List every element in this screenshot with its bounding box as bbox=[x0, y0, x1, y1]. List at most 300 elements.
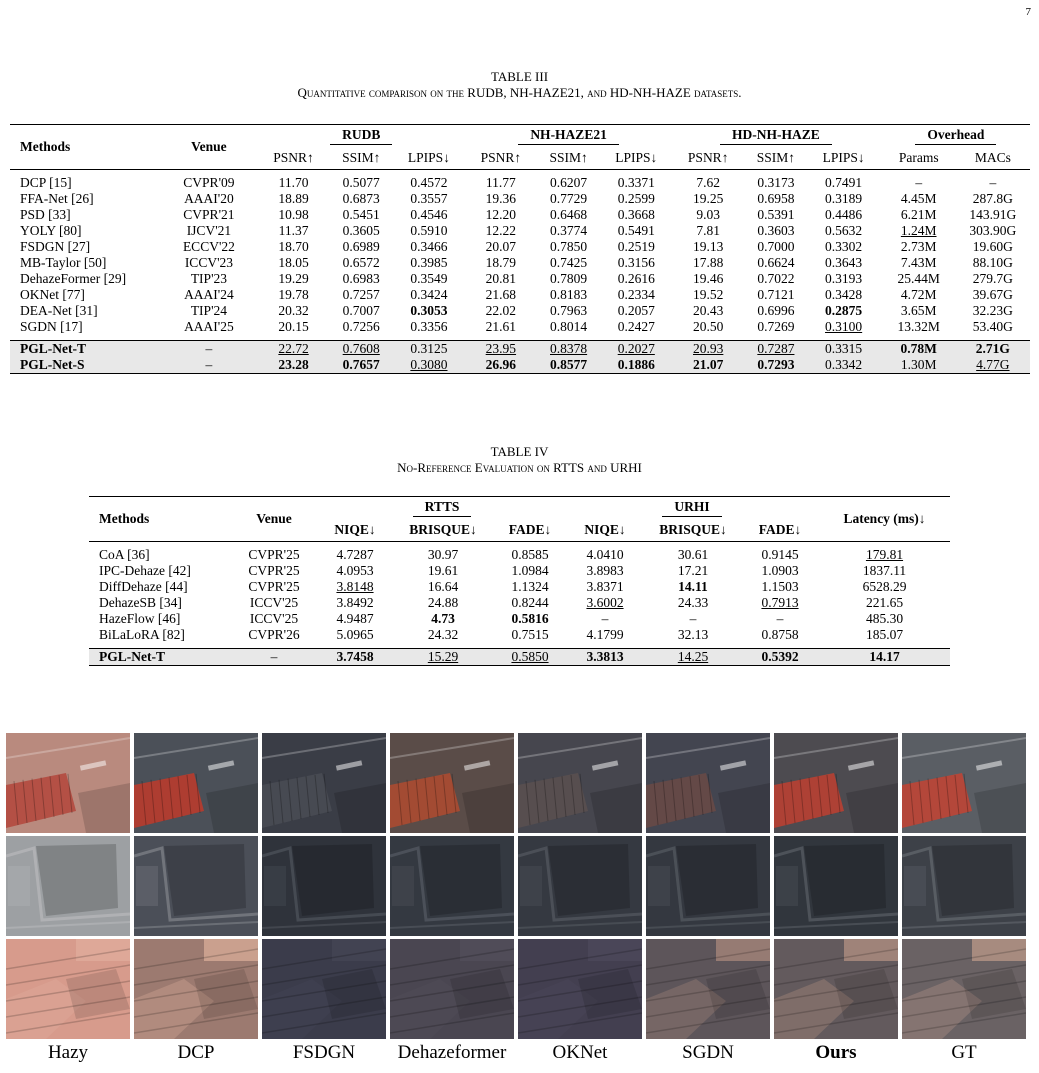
table3-value-cell: 88.10G bbox=[972, 255, 1013, 270]
table3-group-overhead: Overhead bbox=[915, 127, 996, 145]
table3-value-cell: 19.60G bbox=[972, 239, 1013, 254]
table4-value-cell: 24.88 bbox=[427, 595, 459, 610]
table3-value-cell: – bbox=[989, 175, 997, 190]
table3-value-cell: 0.8183 bbox=[550, 287, 588, 302]
table3-value-cell: 2.73M bbox=[900, 239, 937, 254]
table4-row bbox=[89, 563, 950, 579]
figure-image-oknet-row-1 bbox=[518, 733, 642, 833]
figure-image-hazy-row-1 bbox=[6, 733, 130, 833]
table3-title: Quantitative comparison on the RUDB, NH-HAZE21, and HD-NH-HAZE datasets. bbox=[297, 85, 742, 100]
table4-value-cell: – bbox=[601, 611, 609, 626]
table3-venue-cell: – bbox=[158, 341, 260, 357]
table3-value-cell: 0.2334 bbox=[617, 287, 655, 302]
table3-value-cell: 0.6624 bbox=[757, 255, 795, 270]
table3-value-cell: 0.3605 bbox=[342, 223, 380, 238]
figure-image-dcp-row-1 bbox=[134, 733, 258, 833]
table3-value-cell: 0.7000 bbox=[757, 239, 795, 254]
table4-value-cell: 6528.29 bbox=[862, 579, 907, 594]
table4-row bbox=[89, 595, 950, 611]
table4-value-cell: 14.17 bbox=[819, 649, 950, 665]
figure-image-dehazeformer-row-1 bbox=[390, 733, 514, 833]
table4-value-cell: 4.0953 bbox=[336, 563, 374, 578]
table4-subheader: FADE↓ bbox=[508, 522, 552, 538]
table4-value-cell: 3.8371 bbox=[586, 579, 624, 594]
table3-value-cell: 20.43 bbox=[693, 303, 724, 318]
qualitative-figure bbox=[6, 733, 1032, 1064]
table3-row bbox=[10, 175, 1030, 191]
table3-value-cell: 0.2027 bbox=[602, 341, 670, 357]
table4-group-urhi: URHI bbox=[662, 499, 721, 517]
table4-group-rtts: RTTS bbox=[413, 499, 472, 517]
table3-value-cell: 39.67G bbox=[972, 287, 1013, 302]
table3-value-cell: 20.32 bbox=[278, 303, 309, 318]
figure-label-ours: Ours bbox=[815, 1042, 857, 1063]
figure-image-gt-row-3 bbox=[902, 939, 1026, 1039]
table3-value-cell: 53.40G bbox=[972, 319, 1013, 334]
table3-method-cell: FFA-Net [26] bbox=[20, 191, 94, 206]
table4-value-cell: 0.7913 bbox=[761, 595, 799, 610]
table3-value-cell: 0.3053 bbox=[410, 303, 448, 318]
figure-image-dehazeformer-row-3 bbox=[390, 939, 514, 1039]
table4-value-cell: 30.97 bbox=[427, 547, 459, 562]
table3-value-cell: 0.5451 bbox=[342, 207, 380, 222]
table3-value-cell: 0.3315 bbox=[810, 341, 878, 357]
table4-value-cell: 14.25 bbox=[641, 649, 745, 665]
figure-image-gt-row-1 bbox=[902, 733, 1026, 833]
table3-value-cell: 7.81 bbox=[696, 223, 720, 238]
table3-subheader: LPIPS↓ bbox=[615, 150, 658, 166]
table4-value-cell: 16.64 bbox=[427, 579, 459, 594]
table3-row bbox=[10, 357, 1030, 373]
table3-venue-cell: CVPR'09 bbox=[183, 175, 235, 190]
table3-value-cell: 0.3193 bbox=[825, 271, 863, 286]
table4-venue-header: Venue bbox=[256, 511, 292, 527]
table3-value-cell: 0.7491 bbox=[825, 175, 863, 190]
figure-label-dehazeformer: Dehazeformer bbox=[397, 1042, 507, 1063]
table3-venue-header: Venue bbox=[191, 139, 227, 155]
figure-image-gt-row-2 bbox=[902, 836, 1026, 936]
table3-value-cell: 0.2519 bbox=[617, 239, 655, 254]
table3-venue-cell: TIP'23 bbox=[190, 271, 227, 286]
table4-value-cell: 30.61 bbox=[677, 547, 709, 562]
table3-value-cell: 0.3774 bbox=[550, 223, 588, 238]
table3-value-cell: 12.22 bbox=[485, 223, 517, 238]
table3-value-cell: 19.78 bbox=[278, 287, 309, 302]
table4-row bbox=[89, 579, 950, 595]
table3-method-cell: PGL-Net-S bbox=[10, 357, 158, 373]
table3-value-cell: 279.7G bbox=[972, 271, 1013, 286]
table3-value-cell: 0.4572 bbox=[410, 175, 448, 190]
table3-value-cell: 1.24M bbox=[900, 223, 937, 238]
table4-value-cell: 0.8244 bbox=[511, 595, 549, 610]
table3-value-cell: 10.98 bbox=[278, 207, 309, 222]
table4-venue-cell: CVPR'26 bbox=[248, 627, 300, 642]
table3-value-cell: 0.2057 bbox=[617, 303, 655, 318]
table3-value-cell: 0.3428 bbox=[825, 287, 863, 302]
table4-number: TABLE IV bbox=[490, 444, 549, 459]
table3-value-cell: 0.3557 bbox=[410, 191, 448, 206]
table3-value-cell: 0.6958 bbox=[757, 191, 795, 206]
table3-methods-header: Methods bbox=[20, 139, 71, 155]
table4-latency-header: Latency (ms)↓ bbox=[843, 511, 926, 527]
table3-method-cell: FSDGN [27] bbox=[20, 239, 91, 254]
table3-value-cell: 11.77 bbox=[485, 175, 516, 190]
table4-value-cell: – bbox=[689, 611, 697, 626]
figure-label-hazy: Hazy bbox=[47, 1042, 89, 1063]
table3-value-cell: 0.3985 bbox=[410, 255, 448, 270]
table3-value-cell: 22.72 bbox=[260, 341, 328, 357]
table3-method-cell: DCP [15] bbox=[20, 175, 72, 190]
table3-row bbox=[10, 223, 1030, 239]
table3-value-cell: 0.7608 bbox=[327, 341, 395, 357]
table3-value-cell: 21.68 bbox=[485, 287, 517, 302]
table3-value-cell: 0.3080 bbox=[395, 357, 463, 373]
table3-value-cell: 7.62 bbox=[696, 175, 720, 190]
table3-venue-cell: AAAI'25 bbox=[184, 319, 234, 334]
figure-image-ours-row-3 bbox=[774, 939, 898, 1039]
table4-value-cell: – bbox=[776, 611, 784, 626]
table3-value-cell: 0.7256 bbox=[342, 319, 380, 334]
table4-caption bbox=[0, 444, 1039, 476]
table3-venue-cell: – bbox=[158, 357, 260, 373]
table3-value-cell: 19.13 bbox=[693, 239, 724, 254]
table3-value-cell: 0.5632 bbox=[825, 223, 863, 238]
table4-value-cell: 3.8148 bbox=[336, 579, 374, 594]
table3-value-cell: 4.45M bbox=[900, 191, 937, 206]
figure-image-ours-row-2 bbox=[774, 836, 898, 936]
table3-value-cell: 0.5077 bbox=[342, 175, 380, 190]
table3-row bbox=[10, 341, 1030, 357]
figure-image-sgdn-row-2 bbox=[646, 836, 770, 936]
table3-value-cell: 20.07 bbox=[485, 239, 517, 254]
table3-value-cell: 0.3643 bbox=[825, 255, 863, 270]
table3-value-cell: 20.81 bbox=[485, 271, 517, 286]
table3-value-cell: 0.3156 bbox=[617, 255, 655, 270]
table3-venue-cell: ICCV'23 bbox=[184, 255, 233, 270]
table3-value-cell: 0.3189 bbox=[825, 191, 863, 206]
table3-value-cell: 11.37 bbox=[278, 223, 309, 238]
table4-value-cell: 1.1503 bbox=[761, 579, 799, 594]
table3-group-hdnhhaze: HD-NH-HAZE bbox=[720, 127, 832, 145]
table3-method-cell: YOLY [80] bbox=[20, 223, 82, 238]
table4-value-cell: 0.5392 bbox=[745, 649, 815, 665]
table3-method-cell: OKNet [77] bbox=[20, 287, 85, 302]
table3-value-cell: 0.7850 bbox=[550, 239, 588, 254]
table4-value-cell: 3.6002 bbox=[586, 595, 624, 610]
table4-value-cell: 4.9487 bbox=[336, 611, 374, 626]
figure-image-fsdgn-row-2 bbox=[262, 836, 386, 936]
table3-value-cell: 21.07 bbox=[674, 357, 742, 373]
table3-value-cell: 25.44M bbox=[897, 271, 940, 286]
figure-column-labels bbox=[6, 1042, 1032, 1064]
table3-value-cell: 20.15 bbox=[278, 319, 309, 334]
table3-value-cell: 6.21M bbox=[900, 207, 937, 222]
table3-value-cell: 4.77G bbox=[956, 357, 1030, 373]
table3-value-cell: 0.7293 bbox=[742, 357, 810, 373]
table3-value-cell: 0.7657 bbox=[327, 357, 395, 373]
table3-value-cell: 0.1886 bbox=[602, 357, 670, 373]
table3-value-cell: 20.50 bbox=[693, 319, 724, 334]
table3-value-cell: 0.6468 bbox=[550, 207, 588, 222]
table3-value-cell: 26.96 bbox=[467, 357, 535, 373]
table4-row bbox=[89, 649, 950, 665]
table4-venue-cell: ICCV'25 bbox=[249, 595, 299, 610]
table3-value-cell: 0.3302 bbox=[825, 239, 863, 254]
table3 bbox=[10, 124, 1030, 374]
figure-image-fsdgn-row-1 bbox=[262, 733, 386, 833]
table4-value-cell: 5.0965 bbox=[336, 627, 374, 642]
table3-value-cell: 0.3371 bbox=[617, 175, 655, 190]
table4 bbox=[89, 496, 950, 666]
table4-venue-cell: CVPR'25 bbox=[248, 547, 300, 562]
table3-subheader: SSIM↑ bbox=[549, 150, 588, 166]
table3-value-cell: 0.2427 bbox=[617, 319, 655, 334]
table4-subheader: FADE↓ bbox=[758, 522, 802, 538]
table3-value-cell: 3.65M bbox=[900, 303, 937, 318]
table4-subheader: NIQE↓ bbox=[584, 522, 626, 538]
table3-value-cell: 17.88 bbox=[693, 255, 724, 270]
table3-value-cell: 0.8014 bbox=[550, 319, 588, 334]
table3-value-cell: 19.25 bbox=[693, 191, 724, 206]
table4-value-cell: 15.29 bbox=[391, 649, 495, 665]
figure-image-dcp-row-2 bbox=[134, 836, 258, 936]
table4-value-cell: 1.1324 bbox=[511, 579, 549, 594]
table4-value-cell: 221.65 bbox=[865, 595, 904, 610]
table3-value-cell: 0.3356 bbox=[410, 319, 448, 334]
table3-value-cell: 12.20 bbox=[485, 207, 517, 222]
table3-value-cell: 0.2875 bbox=[825, 303, 863, 318]
figure-image-grid bbox=[6, 733, 1032, 1039]
table3-value-cell: 0.3342 bbox=[810, 357, 878, 373]
table4-value-cell: 179.81 bbox=[865, 547, 904, 562]
table4-value-cell: 3.8492 bbox=[336, 595, 374, 610]
table3-value-cell: 0.6207 bbox=[550, 175, 588, 190]
table3-method-cell: PGL-Net-T bbox=[10, 341, 158, 357]
table4-value-cell: 24.33 bbox=[677, 595, 709, 610]
table3-value-cell: 287.8G bbox=[972, 191, 1013, 206]
table3-value-cell: 0.78M bbox=[882, 341, 956, 357]
table3-value-cell: 0.6983 bbox=[342, 271, 380, 286]
table4-method-cell: DehazeSB [34] bbox=[99, 595, 182, 610]
table4-value-cell: 14.11 bbox=[678, 579, 708, 594]
table3-value-cell: 1.30M bbox=[882, 357, 956, 373]
table3-value-cell: 0.3173 bbox=[757, 175, 795, 190]
table3-value-cell: 32.23G bbox=[972, 303, 1013, 318]
table3-value-cell: 18.70 bbox=[278, 239, 309, 254]
table4-method-cell: IPC-Dehaze [42] bbox=[99, 563, 191, 578]
table3-value-cell: 0.7121 bbox=[757, 287, 795, 302]
table4-method-cell: HazeFlow [46] bbox=[99, 611, 181, 626]
table4-value-cell: 4.1799 bbox=[586, 627, 624, 642]
table4-subheader: BRISQUE↓ bbox=[409, 522, 477, 538]
table4-value-cell: 485.30 bbox=[865, 611, 904, 626]
table4-venue-cell: CVPR'25 bbox=[248, 579, 300, 594]
table3-value-cell: 0.3603 bbox=[757, 223, 795, 238]
table3-number: TABLE III bbox=[490, 69, 549, 84]
table3-value-cell: 0.3100 bbox=[825, 319, 863, 334]
table3-value-cell: 0.7729 bbox=[550, 191, 588, 206]
table3-method-cell: DEA-Net [31] bbox=[20, 303, 98, 318]
table3-value-cell: 0.5910 bbox=[410, 223, 448, 238]
table3-value-cell: – bbox=[915, 175, 923, 190]
table4-value-cell: 0.7515 bbox=[511, 627, 549, 642]
table4-row bbox=[89, 627, 950, 643]
table3-value-cell: 0.6572 bbox=[342, 255, 380, 270]
table4-venue-cell: – bbox=[229, 649, 319, 665]
table3-value-cell: 0.5491 bbox=[617, 223, 655, 238]
figure-image-sgdn-row-3 bbox=[646, 939, 770, 1039]
table3-venue-cell: TIP'24 bbox=[190, 303, 227, 318]
table4-subheader: BRISQUE↓ bbox=[659, 522, 727, 538]
table4-methods-header: Methods bbox=[99, 511, 150, 527]
table4-value-cell: 4.73 bbox=[431, 611, 455, 626]
figure-image-sgdn-row-1 bbox=[646, 733, 770, 833]
table3-value-cell: 0.7963 bbox=[550, 303, 588, 318]
table3-value-cell: 18.79 bbox=[485, 255, 517, 270]
table3-value-cell: 0.7257 bbox=[342, 287, 380, 302]
table4-value-cell: 0.5850 bbox=[495, 649, 565, 665]
table3-row bbox=[10, 287, 1030, 303]
table3-method-cell: SGDN [17] bbox=[20, 319, 83, 334]
table3-subheader: Params bbox=[898, 150, 939, 166]
table4-value-cell: 1.0903 bbox=[761, 563, 799, 578]
table3-value-cell: 0.7809 bbox=[550, 271, 588, 286]
table3-row bbox=[10, 319, 1030, 335]
figure-label-fsdgn: FSDGN bbox=[292, 1042, 356, 1063]
table4-method-cell: CoA [36] bbox=[99, 547, 150, 562]
table3-venue-cell: AAAI'20 bbox=[184, 191, 234, 206]
table3-value-cell: 0.6989 bbox=[342, 239, 380, 254]
table3-value-cell: 0.6996 bbox=[757, 303, 795, 318]
table3-method-cell: PSD [33] bbox=[20, 207, 71, 222]
table4-value-cell: 185.07 bbox=[865, 627, 904, 642]
table4-subheader: NIQE↓ bbox=[334, 522, 376, 538]
table3-value-cell: 2.71G bbox=[956, 341, 1030, 357]
figure-image-hazy-row-2 bbox=[6, 836, 130, 936]
figure-image-fsdgn-row-3 bbox=[262, 939, 386, 1039]
table3-value-cell: 0.3125 bbox=[395, 341, 463, 357]
table3-value-cell: 0.2599 bbox=[617, 191, 655, 206]
table4-value-cell: 17.21 bbox=[677, 563, 709, 578]
table3-subheader: SSIM↑ bbox=[342, 150, 381, 166]
table4-method-cell: DiffDehaze [44] bbox=[99, 579, 188, 594]
table3-value-cell: 143.91G bbox=[969, 207, 1017, 222]
table3-method-cell: MB-Taylor [50] bbox=[20, 255, 107, 270]
table3-value-cell: 18.05 bbox=[278, 255, 309, 270]
table3-value-cell: 0.8378 bbox=[535, 341, 603, 357]
table4-row bbox=[89, 611, 950, 627]
table3-value-cell: 19.52 bbox=[693, 287, 724, 302]
table3-value-cell: 4.72M bbox=[900, 287, 937, 302]
table4-method-cell: PGL-Net-T bbox=[89, 649, 229, 665]
table3-value-cell: 0.2616 bbox=[617, 271, 655, 286]
table3-value-cell: 0.7287 bbox=[742, 341, 810, 357]
table3-value-cell: 0.3549 bbox=[410, 271, 448, 286]
table4-value-cell: 1.0984 bbox=[511, 563, 549, 578]
table3-row bbox=[10, 239, 1030, 255]
table3-row bbox=[10, 271, 1030, 287]
figure-image-hazy-row-3 bbox=[6, 939, 130, 1039]
table4-value-cell: 1837.11 bbox=[862, 563, 907, 578]
table4-value-cell: 19.61 bbox=[427, 563, 459, 578]
table3-value-cell: 0.7269 bbox=[757, 319, 795, 334]
table3-value-cell: 22.02 bbox=[485, 303, 517, 318]
table3-value-cell: 0.4486 bbox=[825, 207, 863, 222]
table4-venue-cell: ICCV'25 bbox=[249, 611, 299, 626]
table4-value-cell: 24.32 bbox=[427, 627, 459, 642]
table4-value-cell: 4.7287 bbox=[336, 547, 374, 562]
table3-value-cell: 11.70 bbox=[278, 175, 309, 190]
figure-image-ours-row-1 bbox=[774, 733, 898, 833]
figure-image-dcp-row-3 bbox=[134, 939, 258, 1039]
table4-value-cell: 3.7458 bbox=[319, 649, 391, 665]
table3-subheader: PSNR↑ bbox=[480, 150, 522, 166]
table3-value-cell: 23.28 bbox=[260, 357, 328, 373]
figure-label-oknet: OKNet bbox=[552, 1042, 608, 1063]
table4-value-cell: 0.8758 bbox=[761, 627, 799, 642]
table3-subheader: PSNR↑ bbox=[273, 150, 314, 166]
table3-value-cell: 23.95 bbox=[467, 341, 535, 357]
table3-value-cell: 20.93 bbox=[674, 341, 742, 357]
table3-subheader: LPIPS↓ bbox=[407, 150, 450, 166]
table3-value-cell: 0.6873 bbox=[342, 191, 380, 206]
table3-value-cell: 0.7022 bbox=[757, 271, 795, 286]
table4-value-cell: 0.9145 bbox=[761, 547, 799, 562]
table3-subheader: LPIPS↓ bbox=[822, 150, 865, 166]
table3-subheader: MACs bbox=[974, 150, 1011, 166]
table4-value-cell: 3.3813 bbox=[569, 649, 641, 665]
table3-group-nhhaze21: NH-HAZE21 bbox=[518, 127, 619, 145]
table3-row bbox=[10, 255, 1030, 271]
table4-row bbox=[89, 547, 950, 563]
table4-value-cell: 3.8983 bbox=[586, 563, 624, 578]
table3-value-cell: 13.32M bbox=[897, 319, 940, 334]
figure-image-dehazeformer-row-2 bbox=[390, 836, 514, 936]
table3-method-cell: DehazeFormer [29] bbox=[20, 271, 127, 286]
table4-value-cell: 0.8585 bbox=[511, 547, 549, 562]
table3-value-cell: 0.8577 bbox=[535, 357, 603, 373]
table3-value-cell: 0.3668 bbox=[617, 207, 655, 222]
table3-venue-cell: CVPR'21 bbox=[183, 207, 235, 222]
table4-value-cell: 0.5816 bbox=[511, 611, 549, 626]
table3-group-rudb: RUDB bbox=[330, 127, 392, 145]
figure-label-sgdn: SGDN bbox=[682, 1042, 734, 1063]
table3-row bbox=[10, 191, 1030, 207]
table3-value-cell: 9.03 bbox=[696, 207, 720, 222]
table3-value-cell: 303.90G bbox=[969, 223, 1017, 238]
table3-venue-cell: IJCV'21 bbox=[186, 223, 232, 238]
table3-value-cell: 0.7007 bbox=[342, 303, 380, 318]
table4-value-cell: 4.0410 bbox=[586, 547, 624, 562]
table4-value-cell: 32.13 bbox=[677, 627, 709, 642]
table3-value-cell: 19.29 bbox=[278, 271, 309, 286]
table3-value-cell: 21.61 bbox=[485, 319, 517, 334]
table4-title: No-Reference Evaluation on RTTS and URHI bbox=[397, 460, 642, 475]
table3-value-cell: 0.3424 bbox=[410, 287, 448, 302]
table3-row bbox=[10, 207, 1030, 223]
table3-value-cell: 7.43M bbox=[900, 255, 937, 270]
table3-value-cell: 0.7425 bbox=[550, 255, 588, 270]
table4-venue-cell: CVPR'25 bbox=[248, 563, 300, 578]
table3-value-cell: 18.89 bbox=[278, 191, 309, 206]
table3-value-cell: 0.4546 bbox=[410, 207, 448, 222]
figure-label-gt: GT bbox=[951, 1042, 977, 1063]
figure-image-oknet-row-3 bbox=[518, 939, 642, 1039]
table3-subheader: SSIM↑ bbox=[756, 150, 796, 166]
table3-row bbox=[10, 303, 1030, 319]
figure-image-oknet-row-2 bbox=[518, 836, 642, 936]
table3-value-cell: 19.36 bbox=[485, 191, 517, 206]
